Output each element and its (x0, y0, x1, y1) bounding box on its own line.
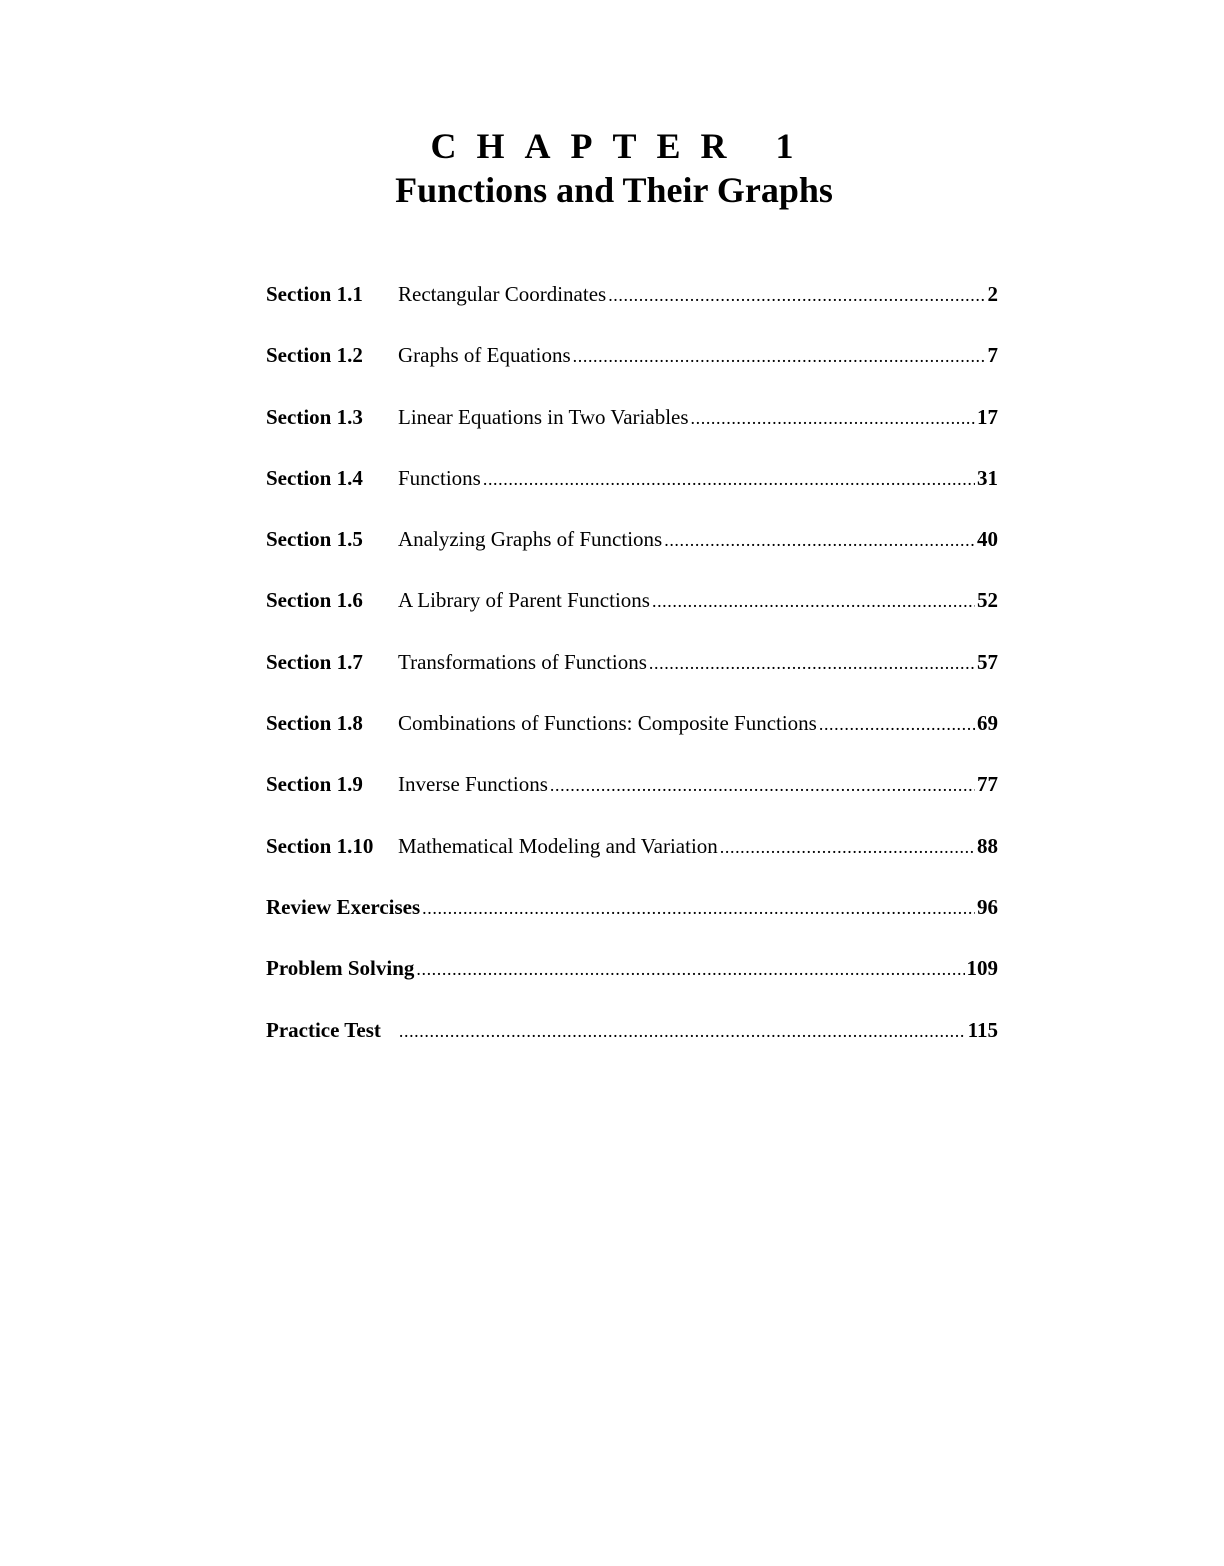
toc-dot-leader (416, 953, 964, 985)
toc-page-number: 115 (967, 1017, 998, 1042)
toc-entry-section-1-5[interactable] (266, 523, 998, 584)
toc-page-number: 2 (987, 282, 998, 306)
toc-section-number: Section 1.4 (266, 465, 363, 490)
toc-section-title: Graphs of Equations (398, 343, 571, 368)
toc-section-title: A Library of Parent Functions (398, 588, 650, 613)
toc-dot-leader (550, 769, 975, 801)
toc-page-number: 7 (987, 343, 998, 368)
toc-dot-leader (720, 831, 975, 863)
toc-dot-leader (649, 647, 975, 679)
toc-entry-section-1-7[interactable] (266, 646, 998, 707)
toc-section-title: Transformations of Functions (398, 649, 647, 674)
toc-page-number: 77 (977, 772, 998, 797)
toc-page-number: 57 (977, 649, 998, 674)
toc-page-number: 69 (977, 711, 998, 736)
toc-section-number: Section 1.8 (266, 711, 363, 736)
toc-page-number: 31 (977, 465, 998, 490)
toc-dot-leader (664, 524, 975, 556)
toc-page-number: 40 (977, 527, 998, 552)
toc-entry-section-1-8[interactable] (266, 707, 998, 768)
toc-section-number: Section 1.7 (266, 649, 363, 674)
toc-section-title: Combinations of Functions: Composite Functions (398, 711, 817, 736)
chapter-title: Functions and Their Graphs (395, 170, 833, 210)
toc-entry-practice-test[interactable] (266, 1014, 998, 1075)
toc-dot-leader (819, 708, 975, 740)
toc-section-title: Rectangular Coordinates (398, 282, 607, 306)
toc-dot-leader (573, 340, 986, 372)
table-of-contents (266, 278, 998, 1075)
toc-section-number: Section 1.2 (266, 343, 363, 368)
toc-entry-section-1-10[interactable] (266, 830, 998, 891)
toc-dot-leader (483, 463, 975, 495)
toc-entry-section-1-6[interactable] (266, 584, 998, 645)
toc-entry-section-1-4[interactable] (266, 462, 998, 523)
toc-section-number: Section 1.6 (266, 588, 363, 613)
toc-entry-problem-solving[interactable] (266, 952, 998, 1013)
toc-entry-section-1-2[interactable] (266, 339, 998, 400)
toc-section-title: Linear Equations in Two Variables (398, 404, 689, 429)
toc-section-number: Section 1.9 (266, 772, 363, 797)
toc-section-number: Section 1.10 (266, 833, 374, 858)
toc-dot-leader (691, 402, 975, 434)
toc-section-title: Inverse Functions (398, 772, 548, 797)
toc-page-number: 96 (977, 894, 998, 919)
toc-page-number: 52 (977, 588, 998, 613)
toc-section-title: Functions (398, 465, 481, 490)
toc-entry-section-1-3[interactable] (266, 401, 998, 462)
toc-entry-review-exercises[interactable] (266, 891, 998, 952)
toc-section-number: Section 1.5 (266, 527, 363, 552)
toc-page-number: 109 (966, 956, 998, 981)
chapter-label: CHAPTER 1 (430, 126, 814, 166)
toc-page-number: 88 (977, 833, 998, 858)
toc-entry-section-1-1[interactable] (266, 278, 998, 339)
toc-section-number: Section 1.1 (266, 282, 363, 306)
toc-dot-leader (652, 585, 975, 617)
toc-section-title: Analyzing Graphs of Functions (398, 527, 663, 552)
toc-extra-title: Problem Solving (266, 956, 415, 981)
toc-page-number: 17 (977, 404, 998, 429)
toc-dot-leader (422, 892, 975, 924)
toc-dot-leader (608, 279, 985, 311)
toc-entry-section-1-9[interactable] (266, 768, 998, 829)
toc-extra-title: Practice Test (266, 1017, 381, 1042)
toc-section-number: Section 1.3 (266, 404, 363, 429)
toc-dot-leader (399, 1015, 966, 1047)
toc-extra-title: Review Exercises (266, 894, 421, 919)
toc-section-title: Mathematical Modeling and Variation (398, 833, 718, 858)
